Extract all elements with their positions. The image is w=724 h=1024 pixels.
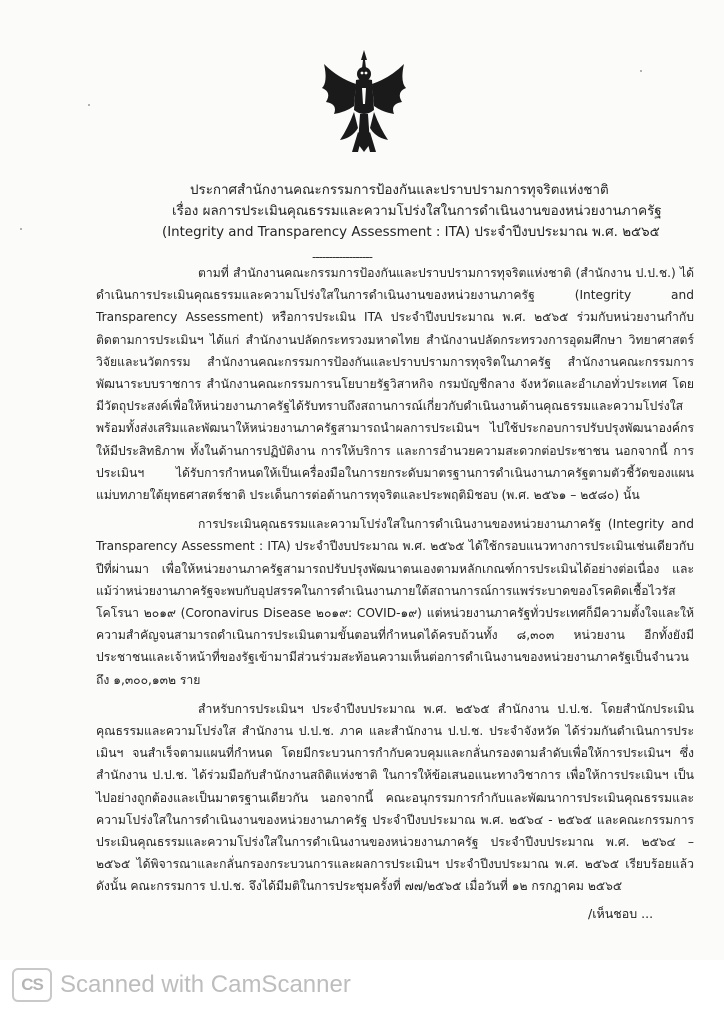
garuda-emblem-icon [318, 48, 410, 160]
camscanner-footer [0, 960, 724, 1024]
camscanner-logo-icon: CS [12, 968, 52, 1002]
document-heading [160, 180, 662, 243]
heading-subtitle: (Integrity and Transparency Assessment : ITA) ประจำปีงบประมาณ พ.ศ. ๒๕๖๕ [162, 225, 660, 240]
paragraph-3: สำหรับการประเมินฯ ประจำปีงบประมาณ พ.ศ. ๒๕๖๕ สำนักงาน ป.ป.ช. โดยสำนักประเมินคุณธรรมและความโปร่งใส สำนักงาน ป.ป.ช. ภาค และสำนักงาน ป.ป.ช. ประจำจังหวัด ได้ร่วมกันดำเนินการประเมินฯ จนสำเร็จตามแผนที่กำหนด โดยมีกระบวนการกำกับควบคุมและกลั่นกรองตามลำดับเพื่อให้การประเมินฯ ซึ่งสำนักงาน ป.ป.ช. ได้ร่วมมือกับสำนักงานสถิติแห่งชาติ ในการให้ข้อเสนอแนะทางวิชาการ เพื่อให้การประเมินฯ เป็นไปอย่างถูกต้องและเป็นมาตรฐานเดียวกัน นอกจากนี้ คณะอนุกรรมการกำกับและพัฒนาการประเมินคุณธรรมและความโปร่งใสในการดำเนินงานของหน่วยงานภาครัฐ ประจำปีงบประมาณ พ.ศ. ๒๕๖๔ - ๒๕๖๕ และคณะกรรมการประเมินคุณธรรมและความโปร่งใสในการดำเนินงานของหน่วยงานภาครัฐ ประจำปีงบประมาณ พ.ศ. ๒๕๖๔ – ๒๕๖๕ ได้พิจารณาและกลั่นกรองกระบวนการและผลการประเมินฯ ประจำปีงบประมาณ พ.ศ. ๒๕๖๕ เรียบร้อยแล้ว ดังนั้น คณะกรรมการ ป.ป.ช. จึงได้มีมติในการประชุมครั้งที่ ๗๗/๒๕๖๕ เมื่อวันที่ ๑๒ กรกฎาคม ๒๕๖๕ [96, 701, 694, 894]
paragraph-1: ตามที่ สำนักงานคณะกรรมการป้องกันและปราบปรามการทุจริตแห่งชาติ (สำนักงาน ป.ป.ช.) ได้ดำเนินการประเมินคุณธรรมและความโปร่งใสในการดำเนินงานของหน่วยงานภาครัฐ (Integrity and Transparency Assessment) หรือการประเมิน ITA ประจำปีงบประมาณ พ.ศ. ๒๕๖๕ ร่วมกับหน่วยงานกำกับติดตามการประเมินฯ ได้แก่ สำนักงานปลัดกระทรวงมหาดไทย สำนักงานปลัดกระทรวงการอุดมศึกษา วิทยาศาสตร์ วิจัยและนวัตกรรม สำนักงานคณะกรรมการป้องกันและปราบปรามการทุจริตในภาครัฐ สำนักงานคณะกรรมการพัฒนาระบบราชการ สำนักงานคณะกรรมการนโยบายรัฐวิสาหกิจ กรมบัญชีกลาง จังหวัดและอำเภอทั่วประเทศ โดยมีวัตถุประสงค์เพื่อให้หน่วยงานภาครัฐได้รับทราบถึงสถานการณ์เกี่ยวกับดำเนินงานด้านคุณธรรมและความโปร่งใส พร้อมทั้งส่งเสริมและพัฒนาให้หน่วยงานภาครัฐสามารถนำผลการประเมินฯ ไปใช้ประกอบการปรับปรุงพัฒนาองค์กรให้มีประสิทธิภาพ ทั้งในด้านการปฏิบัติงาน การให้บริการ และการอำนวยความสะดวกต่อประชาชน นอกจากนี้ การประเมินฯ ได้รับการกำหนดให้เป็นเครื่องมือในการยกระดับมาตรฐานการดำเนินงานภาครัฐตามตัวชี้วัดของแผนแม่บทภายใต้ยุทธศาสตร์ชาติ ประเด็นการต่อต้านการทุจริตและประพฤติมิชอบ (พ.ศ. ๒๕๖๑ – ๒๕๘๐) นั้น [96, 266, 694, 503]
continuation-note: /เห็นชอบ ... [588, 906, 654, 921]
heading-subject: เรื่อง ผลการประเมินคุณธรรมและความโปร่งใสในการดำเนินงานของหน่วยงานภาครัฐ [172, 204, 662, 219]
heading-divider: ------------------ [312, 250, 372, 264]
scan-speck [88, 104, 90, 106]
scan-speck [640, 70, 642, 72]
paragraph-2: การประเมินคุณธรรมและความโปร่งใสในการดำเนินงานของหน่วยงานภาครัฐ (Integrity and Transparency Assessment : ITA) ประจำปีงบประมาณ พ.ศ. ๒๕๖๕ ได้ใช้กรอบแนวทางการประเมินเช่นเดียวกับปีที่ผ่านมา เพื่อให้หน่วยงานภาครัฐสามารถปรับปรุงพัฒนาตนเองตามหลักเกณฑ์การประเมินได้อย่างต่อเนื่อง และแม้ว่าหน่วยงานภาครัฐจะพบกับอุปสรรคในการดำเนินงานภายใต้สถานการณ์การแพร่ระบาดของโรคติดเชื้อไวรัสโคโรนา ๒๐๑๙ (Coronavirus Disease ๒๐๑๙: COVID-๑๙) แต่หน่วยงานภาครัฐทั่วประเทศก็มีความตั้งใจและให้ความสำคัญจนสามารถดำเนินการประเมินตามขั้นตอนที่กำหนดได้ครบถ้วนทั้ง ๘,๓๐๓ หน่วยงาน อีกทั้งยังมีประชาชนและเจ้าหน้าที่ของรัฐเข้ามามีส่วนร่วมสะท้อนความเห็นต่อการดำเนินงานของหน่วยงานภาครัฐเป็นจำนวนถึง ๑,๓๐๐,๑๓๒ ราย [96, 517, 694, 687]
document-body [96, 262, 694, 905]
heading-title: ประกาศสำนักงานคณะกรรมการป้องกันและปราบปรามการทุจริตแห่งชาติ [190, 183, 609, 198]
camscanner-label: Scanned with CamScanner [60, 971, 351, 998]
scan-speck [20, 228, 22, 230]
